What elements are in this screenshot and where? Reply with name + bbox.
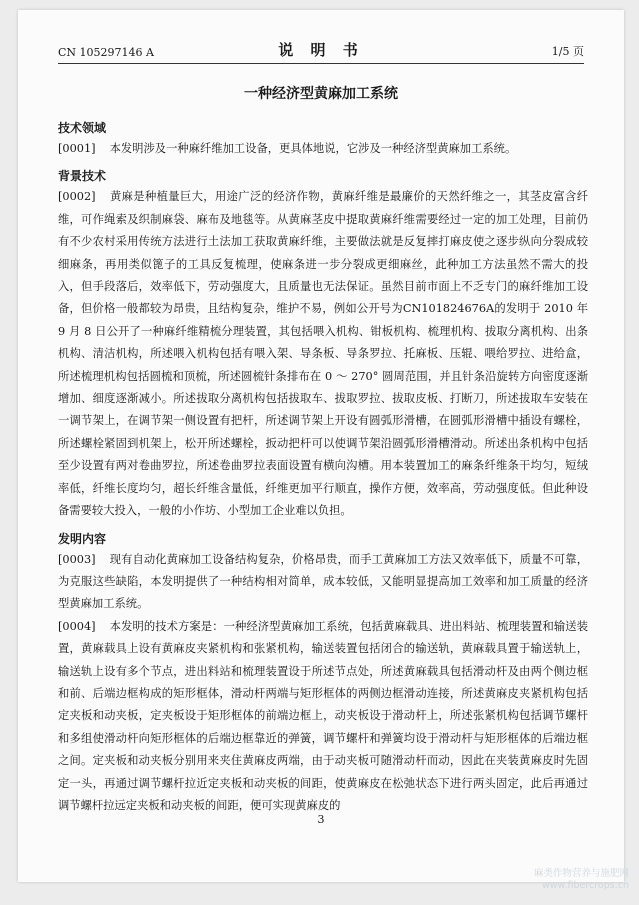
paragraph-text: 现有自动化黄麻加工设备结构复杂，价格昂贵，而手工黄麻加工方法又效率低下，质量不可靠，为克服这些缺陷，本发明提供了一种结构相对简单，成本较低，又能明显提高加工效率和加工质量的经济型黄麻加工系统。 (58, 552, 588, 611)
header-title: 说 明 书 (278, 41, 364, 59)
document-body (58, 118, 588, 817)
watermark-url: www.fibercrops.cn (542, 880, 629, 891)
document-title: 一种经济型黄麻加工系统 (244, 86, 398, 102)
paragraph-number: [0004] (58, 619, 96, 633)
paragraph-text: 本发明涉及一种麻纤维加工设备，更具体地说，它涉及一种经济型黄麻加工系统。 (109, 142, 517, 155)
patent-page (18, 10, 624, 882)
section-heading-technical-field: 技术领域 (58, 121, 107, 135)
paragraph-0003 (58, 549, 588, 616)
page-header (58, 40, 584, 62)
site-watermark (534, 868, 629, 892)
paragraph-number: [0001] (58, 142, 96, 155)
page-number: 3 (317, 813, 325, 826)
paragraph-0002 (58, 186, 588, 522)
watermark-site-name: 麻类作物营养与施肥网 (533, 868, 629, 879)
paragraph-0001 (58, 138, 588, 160)
section-heading-background: 背景技术 (58, 169, 107, 184)
publication-number: CN 105297146 A (58, 46, 154, 59)
paragraph-number: [0002] (58, 190, 96, 204)
section-heading-summary: 发明内容 (58, 531, 107, 546)
page-indicator: 1/5 页 (551, 45, 584, 58)
paragraph-0004 (58, 616, 588, 818)
paragraph-number: [0003] (58, 552, 96, 566)
header-rule (58, 63, 584, 64)
paragraph-text: 黄麻是种植量巨大，用途广泛的经济作物，黄麻纤维是最廉价的天然纤维之一，其茎皮富含纤维，可作绳索及织制麻袋、麻布及地毯等。从黄麻茎皮中提取黄麻纤维需要经过一定的加工处理，目前仍有不少农村采用传统方法进行土法加工获取黄麻纤维，主要做法就是反复摔打麻皮使之逐步纵向分裂成较细麻条，再用类似篦子的工具反复梳理，使麻条进一步分裂成更细麻丝，此种加工方法虽然不需大的投入，但手段落后，效率低下，劳动强度大，且质量也无法保证。虽然目前市面上不乏专门的麻纤维加工设备，但价格一般都较为昂贵，且结构复杂，维护不易，例如公开号为CN101824676A的发明于 2010 年 9 月 8 日公开了一种麻纤维精梳分理装置，其包括喂入机构、钳板机构、梳理机构、拔取分离机构、出条机构、清洁机构，所述喂入机构包括有喂入架、导条板、导条罗拉、托麻板、压辊、喂给罗拉、进给盒，所述梳理机构包括圆梳和顶梳，所述圆梳针条排布在 0 ～ 270° 圆周范围，并且针条沿旋转方向密度逐渐增加、细度逐渐减小。所述拔取分离机构包括拔取车、拔取罗拉、拔取皮板、打断刀，所述拔取车安装在一调节架上，在调节架一侧设置有把杆，所述调节架上开设有圆弧形滑槽，在圆弧形滑槽中插设有螺栓，所述螺栓紧固到机架上，松开所述螺栓，扳动把杆可以使调节架沿圆弧形滑槽滑动。所述出条机构中包括至少设置有两对卷曲罗拉，所述卷曲罗拉表面设置有横向沟槽。用本装置加工的麻条纤维条干均匀，短绒率低，纤维长度均匀，超长纤维含量低，纤维更加平行顺直，操作方便，效率高，劳动强度低。但此种设备需要较大投入，一般的小作坊、小型加工企业难以负担。 (58, 190, 588, 518)
paragraph-text: 本发明的技术方案是：一种经济型黄麻加工系统，包括黄麻载具、进出料站、梳理装置和输送装置，黄麻载具上设有黄麻皮夹紧机构和张紧机构，输送装置包括闭合的输送轨，黄麻载具置于输送轨上，输送轨上设有多个节点，进出料站和梳理装置设于所述节点处，所述黄麻载具包括滑动杆及由两个侧边框和前、后端边框构成的矩形框体，滑动杆两端与矩形框体的两侧边框滑动连接，所述黄麻皮夹紧机构包括定夹板和动夹板，定夹板设于矩形框体的前端边框上，动夹板设于滑动杆上，所述张紧机构包括调节螺杆和多组使滑动杆向矩形框体的后端边框靠近的弹簧，调节螺杆和弹簧均设于滑动杆与矩形框体的后端边框之间。定夹板和动夹板分别用来夹住黄麻皮两端，由于动夹板可随滑动杆而动，因此在夹装黄麻皮时先固定一头，再通过调节螺杆拉近定夹板和动夹板的间距，使黄麻皮在松弛状态下进行两头固定，此后再通过调节螺杆拉远定夹板和动夹板的间距，便可实现黄麻皮的 (58, 619, 588, 812)
